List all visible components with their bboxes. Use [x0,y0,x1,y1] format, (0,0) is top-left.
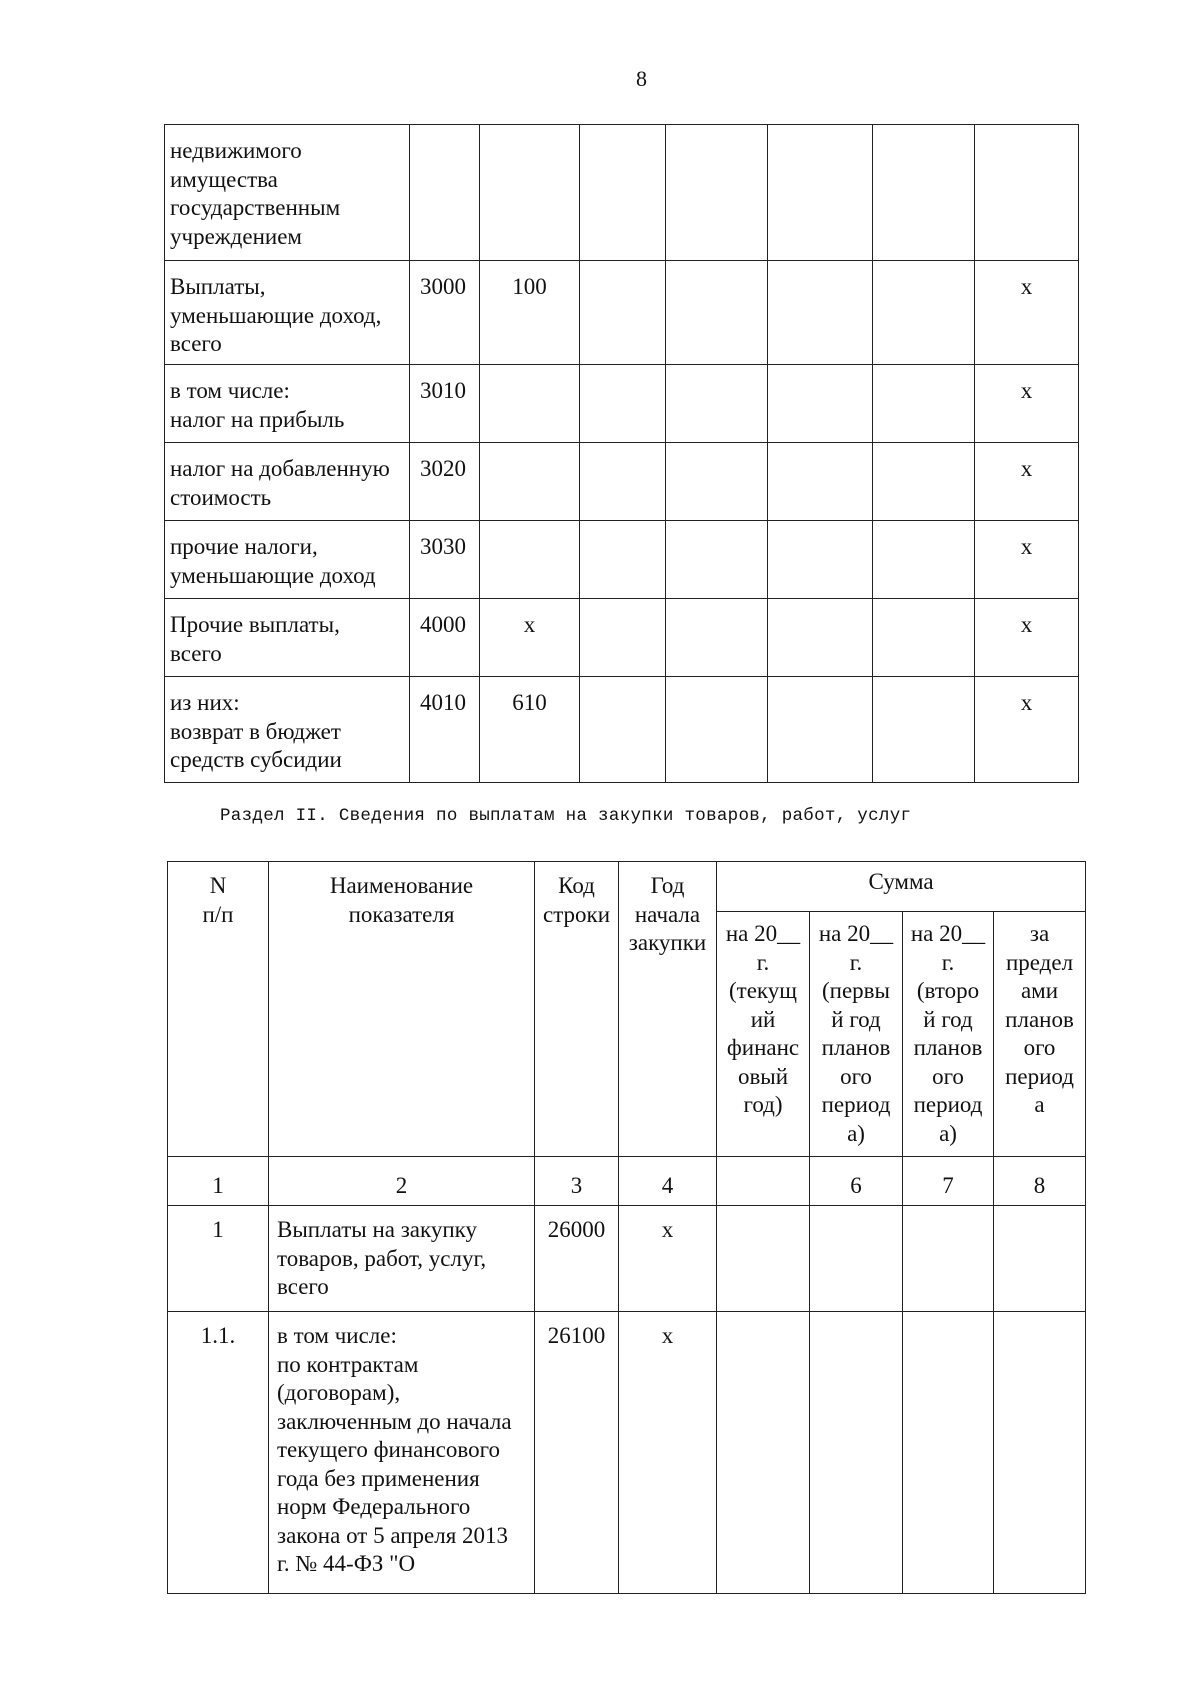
col-number: 3 [535,1157,619,1206]
table-row [165,125,1079,261]
col-number [717,1157,810,1206]
row-label: прочие налоги, уменьшающие доход [165,521,410,599]
row-label: из них: возврат в бюджет средств субсидии [165,677,410,783]
row-mark: x [975,599,1079,677]
row-value: x [480,599,580,677]
col-number: 4 [619,1157,717,1206]
header-sum: Сумма [717,862,1086,912]
row-mark: x [975,443,1079,521]
row-code [410,125,480,261]
column-numbers-row [168,1157,1086,1206]
header-sum-current-year: на 20__ г. (текущ ий финанс овый год) [717,912,810,1157]
header-row [168,862,1086,912]
row-year: x [619,1312,717,1594]
table-row [165,261,1079,365]
row-value [480,365,580,443]
row-value [480,125,580,261]
header-code: Код строки [535,862,619,1157]
row-code: 3030 [410,521,480,599]
header-sum-beyond-plan: за предел ами планов ого период а [994,912,1086,1157]
row-num: 1 [168,1206,269,1312]
row-code: 26000 [535,1206,619,1312]
table-section-1-continued [164,124,1079,783]
row-label: налог на добавленную стоимость [165,443,410,521]
section-title: Раздел II. Сведения по выплатам на закупки товаров, работ, услуг [220,806,912,826]
header-num: N п/п [168,862,269,1157]
col-number: 7 [903,1157,994,1206]
table-row [168,1206,1086,1312]
table-row [165,521,1079,599]
row-mark: x [975,521,1079,599]
header-sum-first-plan-year: на 20__ г. (первы й год планов ого период а) [810,912,903,1157]
row-mark: x [975,365,1079,443]
row-code: 3000 [410,261,480,365]
row-code: 3010 [410,365,480,443]
row-label: Выплаты, уменьшающие доход, всего [165,261,410,365]
col-number: 1 [168,1157,269,1206]
row-value [480,521,580,599]
table-row [168,1312,1086,1594]
row-value [480,443,580,521]
row-name: в том числе: по контрактам (договорам), заключенным до начала текущего финансового года без применения норм Федерального закона от 5 апреля 2013 г. № 44-ФЗ "О [269,1312,535,1594]
header-name: Наименование показателя [269,862,535,1157]
row-value: 100 [480,261,580,365]
row-mark: x [975,261,1079,365]
table-section-2 [167,861,1086,1594]
table-row [165,677,1079,783]
header-sum-second-plan-year: на 20__ г. (второ й год планов ого период а) [903,912,994,1157]
page-number: 8 [636,66,647,91]
row-label: недвижимого имущества государственным учреждением [165,125,410,261]
row-code: 26100 [535,1312,619,1594]
row-year: x [619,1206,717,1312]
row-label: в том числе: налог на прибыль [165,365,410,443]
row-name: Выплаты на закупку товаров, работ, услуг, всего [269,1206,535,1312]
col-number: 2 [269,1157,535,1206]
row-label: Прочие выплаты, всего [165,599,410,677]
row-num: 1.1. [168,1312,269,1594]
row-code: 4000 [410,599,480,677]
row-mark: x [975,677,1079,783]
table-row [165,443,1079,521]
row-mark [975,125,1079,261]
table-row [165,365,1079,443]
header-year: Год начала закупки [619,862,717,1157]
col-number: 6 [810,1157,903,1206]
row-code: 4010 [410,677,480,783]
row-code: 3020 [410,443,480,521]
table-row [165,599,1079,677]
col-number: 8 [994,1157,1086,1206]
row-value: 610 [480,677,580,783]
